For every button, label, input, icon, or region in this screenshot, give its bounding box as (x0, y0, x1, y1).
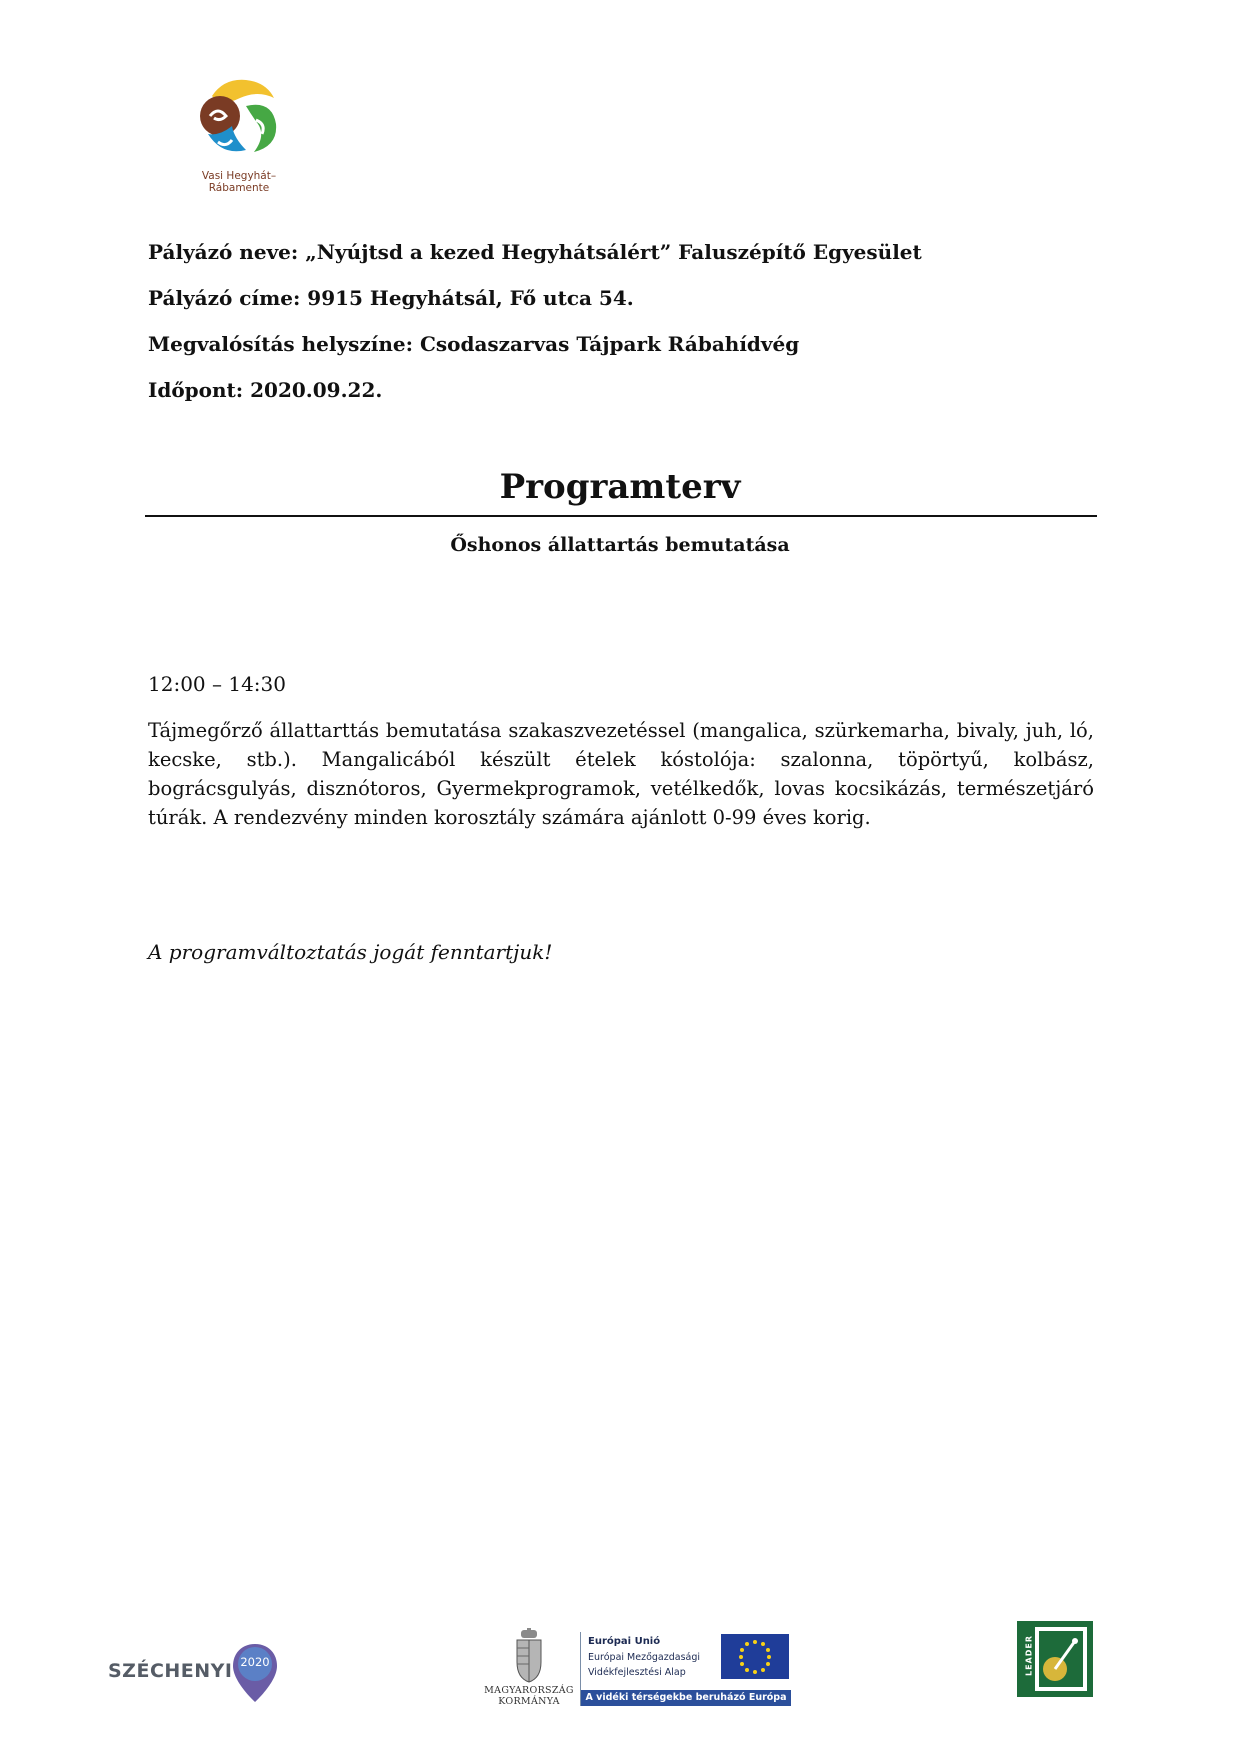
hungarian-crest-icon (513, 1628, 545, 1684)
eu-flag-icon (721, 1634, 789, 1679)
eu-line-2: Európai Mezőgazdasági (588, 1652, 701, 1663)
eu-line-3: Vidékfejlesztési Alap (588, 1667, 686, 1678)
leader-logo (1017, 1621, 1093, 1697)
leader-label: LEADER (1024, 1634, 1034, 1677)
szechenyi-year: 2020 (240, 1655, 270, 1669)
eu-fund-logo (580, 1632, 793, 1706)
disclaimer-note: A programváltoztatás jogát fenntartjuk! (148, 940, 553, 964)
page-subtitle: Őshonos állattartás bemutatása (450, 534, 790, 556)
government-line-2: KORMÁNYA (498, 1696, 560, 1707)
logo-caption: Vasi Hegyhát–Rábamente (201, 170, 277, 194)
location-pin-icon (231, 1642, 279, 1704)
eu-banner: A vidéki térségekbe beruházó Európa (581, 1690, 791, 1706)
szechenyi-label: SZÉCHENYI (108, 1660, 233, 1682)
organization-logo (174, 76, 304, 194)
government-line-1: MAGYARORSZÁG (484, 1685, 574, 1696)
applicant-name: Pályázó neve: „Nyújtsd a kezed Hegyhátsálért” Faluszépítő Egyesület (148, 240, 922, 264)
logo-mark-icon (174, 76, 304, 168)
eu-line-1: Európai Unió (588, 1636, 661, 1647)
title-divider (145, 515, 1097, 517)
program-time: 12:00 – 14:30 (148, 672, 286, 696)
venue: Megvalósítás helyszíne: Csodaszarvas Tájpark Rábahídvég (148, 332, 800, 356)
program-description: Tájmegőrző állattarttás bemutatása szakaszvezetéssel (mangalica, szürkemarha, bivaly, juh, ló, kecske, stb.). Mangalicából készült ételek kóstolója: szalonna, töpörtyű, kolbász, bográcsgulyás, disznótoros, Gyermekprogramok, vetélkedők, lovas kocsikázás, természetjáró túrák. A rendezvény minden korosztály számára ajánlott 0-99 éves korig. (148, 719, 1094, 829)
szechenyi-logo (108, 1642, 278, 1702)
event-date: Időpont: 2020.09.22. (148, 378, 383, 402)
applicant-address: Pályázó címe: 9915 Hegyhátsál, Fő utca 54. (148, 286, 634, 310)
page-title: Programterv (499, 467, 741, 507)
government-label (482, 1685, 576, 1707)
